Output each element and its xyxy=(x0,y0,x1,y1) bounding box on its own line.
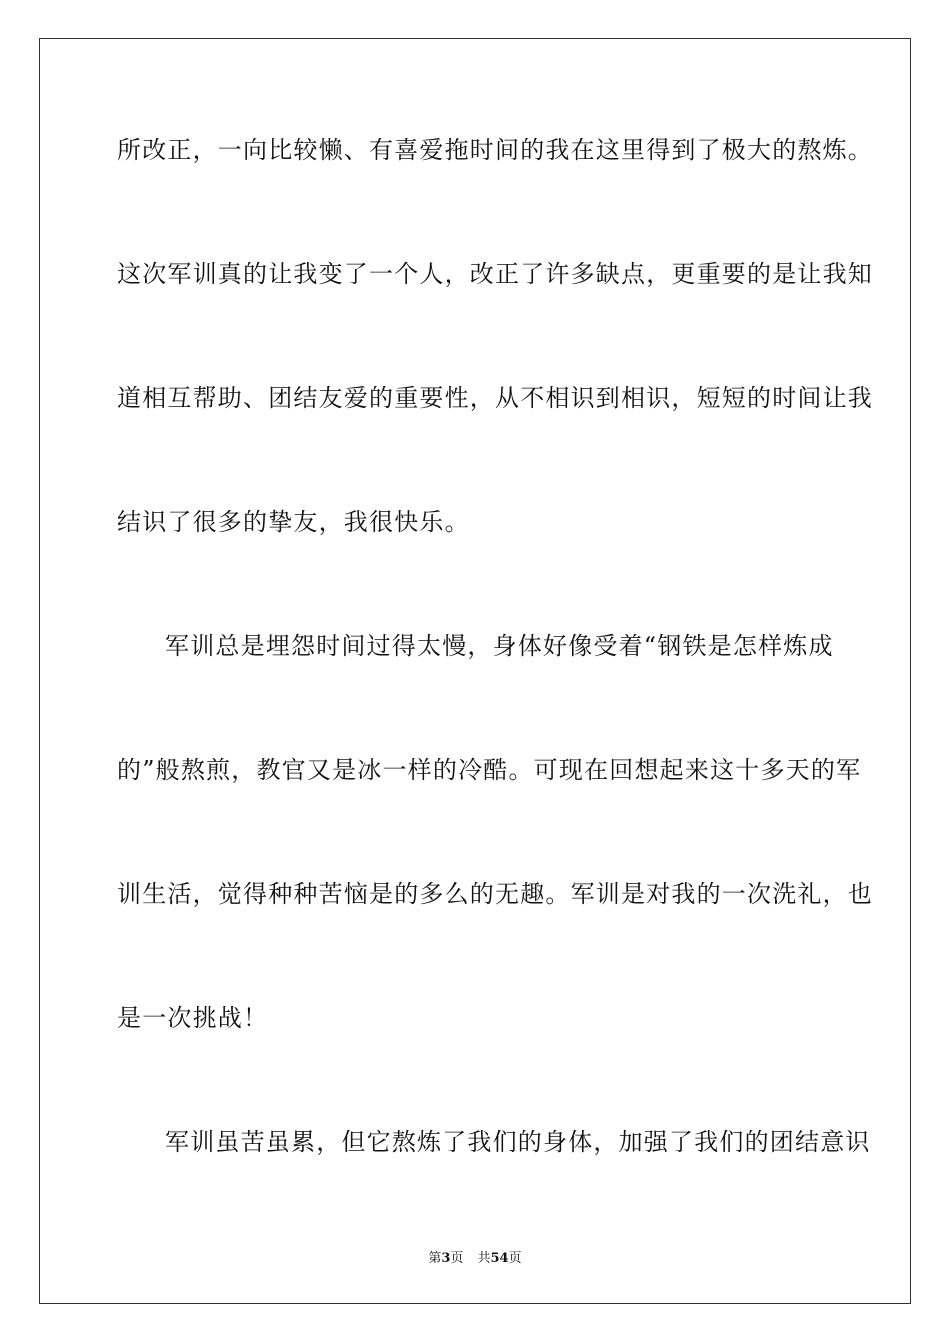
paragraph-line: 是一次挑战！ xyxy=(117,1004,269,1032)
paragraph-line: 训生活，觉得种种苦恼是的多么的无趣。军训是对我的一次洗礼，也 xyxy=(117,880,873,908)
paragraph-line: 所改正，一向比较懒、有喜爱拖时间的我在这里得到了极大的熬炼。 xyxy=(117,136,873,164)
paragraph-line: 这次军训真的让我变了一个人，改正了许多缺点，更重要的是让我知 xyxy=(117,260,873,288)
page-number: 3 xyxy=(441,1251,451,1266)
paragraph-line: 道相互帮助、团结友爱的重要性，从不相识到相识，短短的时间让我 xyxy=(117,384,873,412)
page-footer xyxy=(0,1247,950,1266)
total-pages: 54 xyxy=(490,1251,509,1266)
paragraph-first-line: 军训虽苦虽累，但它熬炼了我们的身体，加强了我们的团结意识 xyxy=(165,1128,871,1156)
page-border xyxy=(39,38,911,1304)
total-pages-suffix: 页 xyxy=(508,1251,522,1266)
page-number-suffix: 页 xyxy=(450,1251,464,1266)
paragraph-line: 的”般熬煎，教官又是冰一样的冷酷。可现在回想起来这十多天的军 xyxy=(117,756,862,784)
page-number-prefix: 第 xyxy=(428,1251,442,1266)
paragraph-line: 结识了很多的挚友，我很快乐。 xyxy=(117,508,470,536)
total-pages-prefix: 共 xyxy=(477,1251,491,1266)
paragraph-first-line: 军训总是埋怨时间过得太慢，身体好像受着“钢铁是怎样炼成 xyxy=(165,632,834,660)
